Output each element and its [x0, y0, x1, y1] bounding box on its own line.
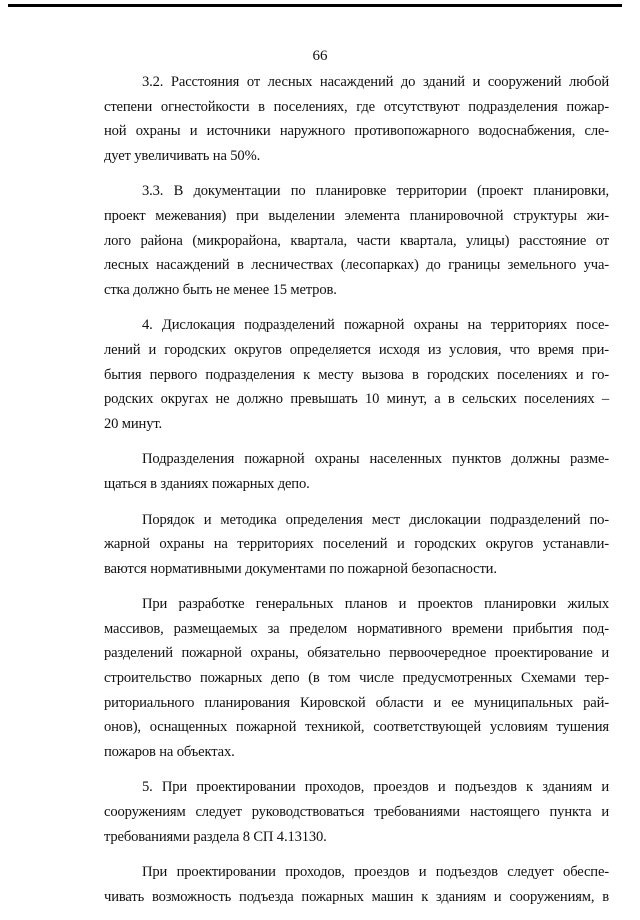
- text-line: 4. Дислокация подразделений пожарной охраны на территориях посе-: [142, 317, 609, 334]
- text-line: требованиями раздела 8 СП 4.13130.: [104, 828, 327, 845]
- paragraph: [104, 508, 609, 582]
- text-line: Порядок и методика определения мест дислокации подразделений по-: [142, 511, 609, 528]
- paragraph: [104, 313, 609, 436]
- text-line: строительство пожарных депо (в том числе предусмотренных Схемами тер-: [104, 670, 609, 687]
- text-line: бытия первого подразделения к месту вызова в городских поселениях и го-: [104, 366, 609, 383]
- page-number: 66: [312, 48, 328, 64]
- text-line: жарной охраны на территориях поселений и городских округов устанавли-: [104, 536, 609, 553]
- paragraph: [104, 775, 609, 849]
- text-line: пожаров на объектах.: [104, 743, 235, 760]
- text-line: щаться в зданиях пожарных депо.: [104, 475, 310, 492]
- paragraph: [104, 592, 609, 764]
- paragraph: [104, 179, 609, 302]
- text-line: риториального планирования Кировской области и ее муниципальных рай-: [104, 694, 609, 711]
- text-line: степени огнестойкости в поселениях, где отсутствуют подразделения пожар-: [104, 98, 609, 115]
- document-body: [104, 70, 609, 920]
- text-line: 5. При проектировании проходов, проездов и подъездов к зданиям и: [142, 779, 609, 796]
- text-line: родских округах не должно превышать 10 минут, а в сельских поселениях –: [104, 391, 609, 408]
- text-line: онов), оснащенных пожарной техникой, соответствующей условиям тушения: [104, 719, 609, 736]
- paragraph: [104, 447, 609, 496]
- text-line: дует увеличивать на 50%.: [104, 147, 261, 164]
- top-border-line: [8, 4, 622, 7]
- text-line: ной охраны и источники наружного противопожарного водоснабжения, сле-: [104, 123, 609, 140]
- text-line: проект межевания) при выделении элемента планировочной структуры жи-: [104, 207, 609, 224]
- text-line: При проектировании проходов, проездов и подъездов следует обеспе-: [142, 864, 609, 881]
- text-line: 20 минут.: [104, 415, 162, 432]
- text-line: При разработке генеральных планов и проектов планировки жилых: [142, 596, 609, 613]
- text-line: лого района (микрорайона, квартала, части квартала, улицы) расстояние от: [104, 232, 609, 249]
- text-line: 3.2. Расстояния от лесных насаждений до зданий и сооружений любой: [142, 74, 609, 90]
- text-line: стка должно быть не менее 15 метров.: [104, 281, 337, 298]
- text-line: лесных насаждений в лесничествах (лесопарках) до границы земельного уча-: [104, 257, 609, 274]
- text-line: массивов, размещаемых за пределом нормативного времени прибытия под-: [104, 620, 609, 637]
- text-line: 3.3. В документации по планировке территории (проект планировки,: [142, 183, 609, 200]
- paragraph: [104, 860, 609, 909]
- text-line: сооружениям следует руководствоваться требованиями настоящего пункта и: [104, 804, 609, 821]
- text-line: лений и городских округов определяется исходя из условия, что время при-: [104, 341, 609, 358]
- text-line: Подразделения пожарной охраны населенных пунктов должны разме-: [142, 451, 609, 468]
- text-line: ваются нормативными документами по пожарной безопасности.: [104, 560, 497, 577]
- text-line: чивать возможность подъезда пожарных машин к зданиям и сооружениям, в: [104, 888, 609, 905]
- text-line: разделений пожарной охраны, обязательно первоочередное проектирование и: [104, 645, 609, 662]
- paragraph: [104, 70, 609, 168]
